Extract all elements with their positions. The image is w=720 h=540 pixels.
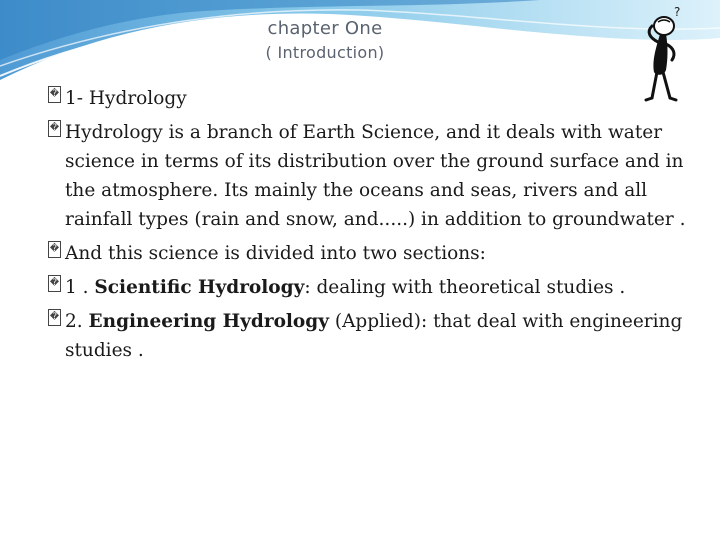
svg-text:?: ?	[674, 5, 681, 19]
bullet-icon: �	[48, 241, 61, 258]
item-text: And this science is divided into two sections:	[65, 243, 486, 264]
list-item	[48, 273, 688, 302]
bullet-icon: �	[48, 275, 61, 292]
item-term: Scientific Hydrology	[94, 277, 305, 298]
list-item	[48, 307, 688, 365]
item-term: Engineering Hydrology	[88, 311, 329, 332]
bullet-icon: �	[48, 120, 61, 137]
item-prefix: 2.	[65, 311, 89, 332]
item-prefix: 1 .	[65, 277, 95, 298]
item-rest: : dealing with theoretical studies .	[304, 277, 626, 298]
list-item	[48, 239, 688, 268]
bullet-icon: �	[48, 86, 61, 103]
chapter-subtitle: ( Introduction)	[265, 43, 385, 62]
item-text: Hydrology is a branch of Earth Science, and it deals with water science in terms of its distribution over the ground surface and in the atmosphere. Its mainly the oceans and seas, rivers and all rainfall types (rain and snow, and.....) in addition to groundwater .	[65, 122, 686, 230]
list-item	[48, 118, 688, 234]
item-text: 1- Hydrology	[65, 88, 187, 109]
bullet-icon: �	[48, 309, 61, 326]
chapter-title: chapter One	[267, 18, 383, 39]
list-item	[48, 84, 688, 113]
item-rest: (Applied): that deal with engineering studies .	[65, 311, 683, 361]
slide-content	[48, 84, 688, 370]
